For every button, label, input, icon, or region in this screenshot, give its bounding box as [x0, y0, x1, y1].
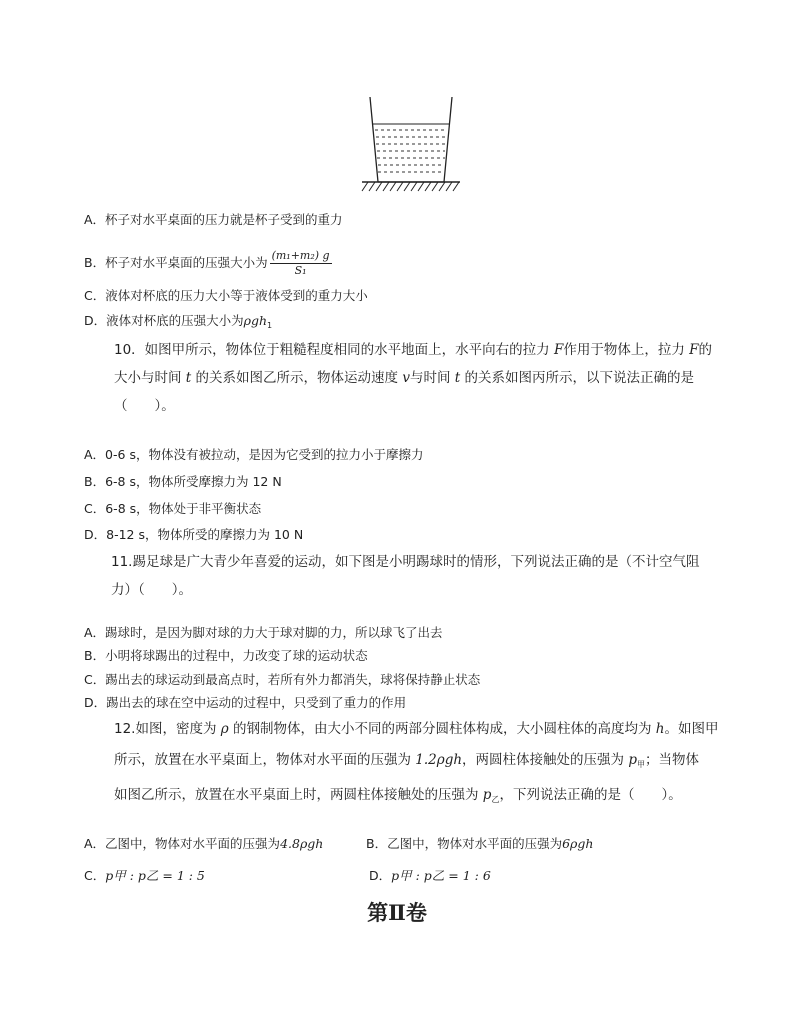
- q12-option-c: [84, 868, 205, 884]
- q9-option-d: [84, 313, 272, 334]
- q11-option-a: A．踢球时，是因为脚对球的力大于球对脚的力，所以球飞了出去: [84, 625, 443, 640]
- beaker-figure: [360, 94, 462, 196]
- q12-option-d: [369, 868, 491, 884]
- q9-option-c: C．液体对杯底的压力大小等于液体受到的重力大小: [84, 288, 368, 303]
- q11-stem: 11.踢足球是广大青少年喜爱的运动，如下图是小明踢球时的情形，下列说法正确的是（不计空气阻 力）（ ）。: [111, 554, 700, 598]
- q12-option-b-text: B．乙图中，物体对水平面的压强为: [366, 836, 563, 851]
- fraction-numerator: (m₁+m₂) g: [271, 249, 330, 262]
- q12-option-a-formula: 4.8ρgh: [280, 836, 324, 851]
- q11-option-d: D．踢出去的球在空中运动的过程中，只受到了重力的作用: [84, 695, 407, 710]
- q12-option-d-label: D．: [369, 868, 392, 883]
- q12-option-a: [84, 836, 323, 852]
- q12-option-d-formula: p甲 : p乙 = 1 : 6: [391, 868, 491, 883]
- q9-option-d-formula: ρgh: [243, 313, 268, 328]
- q9-option-a: A．杯子对水平桌面的压力就是杯子受到的重力: [84, 212, 343, 227]
- q12-option-a-text: A．乙图中，物体对水平面的压强为: [84, 836, 281, 851]
- q10-option-d: D．8-12 s，物体所受的摩擦力为 10 N: [84, 527, 304, 542]
- q12-option-b-formula: 6ρgh: [562, 836, 594, 851]
- q10-option-a: A．0-6 s，物体没有被拉动，是因为它受到的拉力小于摩擦力: [84, 447, 424, 462]
- q12-stem: 12.如图，密度为 ρ 的钢制物体，由大小不同的两部分圆柱体构成，大小圆柱体的高度均为 h。如图甲 所示，放置在水平桌面上，物体对水平面的压强为 1.2ρgh，两圆柱体接触处的压强为 $p_甲$；当物体 如图乙所示，放置在水平桌面上时，两圆柱体接触处的压强为 $p_乙$，下列说法正确的是（ ）。: [114, 721, 719, 804]
- q9-option-d-text: D．液体对杯底的压强大小为: [84, 313, 244, 328]
- q10-option-b: B．6-8 s，物体所受摩擦力为 12 N: [84, 474, 282, 489]
- q12-option-c-formula: p甲 : p乙 = 1 : 5: [105, 868, 205, 883]
- q10-option-c: C．6-8 s，物体处于非平衡状态: [84, 501, 262, 516]
- q11-option-b: B．小明将球踢出的过程中，力改变了球的运动状态: [84, 648, 368, 663]
- q12-option-b: [366, 836, 593, 852]
- q11-option-c: C．踢出去的球运动到最高点时，若所有外力都消失，球将保持静止状态: [84, 672, 481, 687]
- q9-option-b-text: B．杯子对水平桌面的压强大小为: [84, 255, 268, 270]
- q12-option-c-label: C．: [84, 868, 106, 883]
- fraction-denominator: S₁: [294, 264, 307, 277]
- q9-option-b: [84, 249, 332, 278]
- section-title: 第Ⅱ卷: [367, 900, 427, 925]
- q9-option-d-subscript: 1: [267, 321, 273, 330]
- pressure-fraction: [270, 249, 332, 278]
- q10-stem: 10．如图甲所示，物体位于粗糙程度相同的水平地面上，水平向右的拉力 F作用于物体上，拉力 F的 大小与时间 t 的关系如图乙所示，物体运动速度 v与时间 t 的关系如图丙所示，以下说法正确的是 （ ）。: [114, 342, 713, 414]
